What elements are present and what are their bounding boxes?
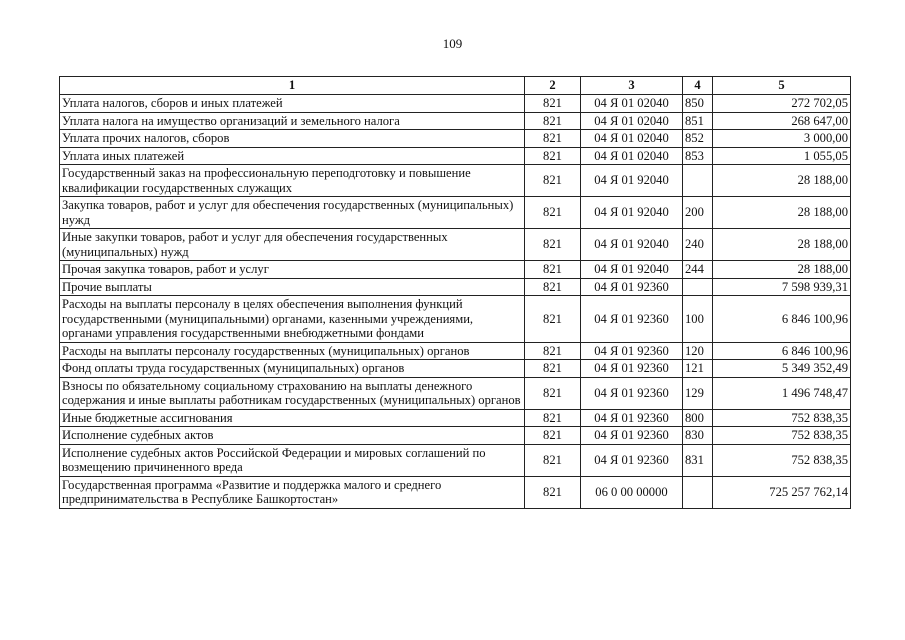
row-description: Уплата иных платежей xyxy=(60,147,525,165)
row-description: Взносы по обязательному социальному страхованию на выплаты денежного содержания и иные выплаты работникам государственных (муниципальных) органов xyxy=(60,377,525,409)
row-expense-type: 851 xyxy=(683,112,713,130)
row-description: Государственный заказ на профессиональную переподготовку и повышение квалификации государственных служащих xyxy=(60,165,525,197)
table-row xyxy=(60,444,851,476)
column-header: 4 xyxy=(683,77,713,95)
row-target-article: 04 Я 01 92360 xyxy=(581,377,683,409)
row-amount: 752 838,35 xyxy=(713,427,851,445)
row-target-article: 04 Я 01 02040 xyxy=(581,147,683,165)
table-row xyxy=(60,360,851,378)
row-admin-code: 821 xyxy=(525,95,581,113)
row-amount: 5 349 352,49 xyxy=(713,360,851,378)
row-expense-type xyxy=(683,165,713,197)
row-target-article: 04 Я 01 92360 xyxy=(581,409,683,427)
row-description: Уплата налогов, сборов и иных платежей xyxy=(60,95,525,113)
table-row xyxy=(60,112,851,130)
row-target-article: 04 Я 01 92040 xyxy=(581,197,683,229)
row-target-article: 04 Я 01 02040 xyxy=(581,95,683,113)
row-admin-code: 821 xyxy=(525,360,581,378)
row-description: Иные бюджетные ассигнования xyxy=(60,409,525,427)
row-description: Государственная программа «Развитие и поддержка малого и среднего предпринимательства в Республике Башкортостан» xyxy=(60,476,525,508)
row-amount: 752 838,35 xyxy=(713,444,851,476)
table-row xyxy=(60,296,851,343)
row-target-article: 04 Я 01 92040 xyxy=(581,165,683,197)
row-expense-type: 830 xyxy=(683,427,713,445)
row-admin-code: 821 xyxy=(525,197,581,229)
column-header: 1 xyxy=(60,77,525,95)
table-row xyxy=(60,278,851,296)
row-target-article: 04 Я 01 92360 xyxy=(581,427,683,445)
row-expense-type: 853 xyxy=(683,147,713,165)
row-admin-code: 821 xyxy=(525,229,581,261)
row-target-article: 04 Я 01 02040 xyxy=(581,112,683,130)
row-amount: 6 846 100,96 xyxy=(713,296,851,343)
table-row xyxy=(60,197,851,229)
row-expense-type: 852 xyxy=(683,130,713,148)
row-admin-code: 821 xyxy=(525,342,581,360)
row-amount: 1 055,05 xyxy=(713,147,851,165)
row-amount: 28 188,00 xyxy=(713,165,851,197)
table-row xyxy=(60,261,851,279)
row-description: Фонд оплаты труда государственных (муниципальных) органов xyxy=(60,360,525,378)
row-admin-code: 821 xyxy=(525,296,581,343)
row-target-article: 04 Я 01 92360 xyxy=(581,342,683,360)
table-row xyxy=(60,427,851,445)
row-target-article: 04 Я 01 92360 xyxy=(581,360,683,378)
row-target-article: 04 Я 01 92040 xyxy=(581,261,683,279)
row-description: Прочая закупка товаров, работ и услуг xyxy=(60,261,525,279)
row-admin-code: 821 xyxy=(525,112,581,130)
row-target-article: 06 0 00 00000 xyxy=(581,476,683,508)
row-amount: 268 647,00 xyxy=(713,112,851,130)
row-description: Расходы на выплаты персоналу государственных (муниципальных) органов xyxy=(60,342,525,360)
row-description: Исполнение судебных актов Российской Федерации и мировых соглашений по возмещению причиненного вреда xyxy=(60,444,525,476)
row-expense-type: 129 xyxy=(683,377,713,409)
row-expense-type: 831 xyxy=(683,444,713,476)
table-row xyxy=(60,165,851,197)
row-admin-code: 821 xyxy=(525,147,581,165)
row-expense-type: 120 xyxy=(683,342,713,360)
row-amount: 28 188,00 xyxy=(713,261,851,279)
column-header: 3 xyxy=(581,77,683,95)
row-admin-code: 821 xyxy=(525,377,581,409)
row-admin-code: 821 xyxy=(525,427,581,445)
row-amount: 6 846 100,96 xyxy=(713,342,851,360)
row-amount: 1 496 748,47 xyxy=(713,377,851,409)
row-admin-code: 821 xyxy=(525,444,581,476)
row-admin-code: 821 xyxy=(525,278,581,296)
row-target-article: 04 Я 01 92360 xyxy=(581,296,683,343)
row-expense-type: 244 xyxy=(683,261,713,279)
row-target-article: 04 Я 01 92360 xyxy=(581,278,683,296)
row-amount: 28 188,00 xyxy=(713,197,851,229)
row-admin-code: 821 xyxy=(525,261,581,279)
row-description: Исполнение судебных актов xyxy=(60,427,525,445)
row-description: Уплата налога на имущество организаций и земельного налога xyxy=(60,112,525,130)
table-body xyxy=(60,95,851,509)
row-expense-type: 121 xyxy=(683,360,713,378)
row-expense-type: 800 xyxy=(683,409,713,427)
row-admin-code: 821 xyxy=(525,165,581,197)
table-row xyxy=(60,130,851,148)
table-header-row xyxy=(60,77,851,95)
row-target-article: 04 Я 01 02040 xyxy=(581,130,683,148)
row-amount: 272 702,05 xyxy=(713,95,851,113)
row-description: Закупка товаров, работ и услуг для обеспечения государственных (муниципальных) нужд xyxy=(60,197,525,229)
row-amount: 7 598 939,31 xyxy=(713,278,851,296)
row-admin-code: 821 xyxy=(525,409,581,427)
table-row xyxy=(60,409,851,427)
row-amount: 752 838,35 xyxy=(713,409,851,427)
page-number: 109 xyxy=(442,36,463,51)
column-header: 2 xyxy=(525,77,581,95)
row-description: Иные закупки товаров, работ и услуг для обеспечения государственных (муниципальных) нужд xyxy=(60,229,525,261)
budget-table xyxy=(59,76,851,509)
row-amount: 3 000,00 xyxy=(713,130,851,148)
row-amount: 725 257 762,14 xyxy=(713,476,851,508)
row-target-article: 04 Я 01 92360 xyxy=(581,444,683,476)
row-expense-type xyxy=(683,476,713,508)
row-description: Расходы на выплаты персоналу в целях обеспечения выполнения функций государственными (муниципальными) органами, казенными учреждениями, органами управления государственными внебюджетными фондами xyxy=(60,296,525,343)
table-row xyxy=(60,342,851,360)
table-row xyxy=(60,476,851,508)
row-expense-type: 850 xyxy=(683,95,713,113)
row-expense-type: 200 xyxy=(683,197,713,229)
table-row xyxy=(60,147,851,165)
table-row xyxy=(60,95,851,113)
table-row xyxy=(60,229,851,261)
row-target-article: 04 Я 01 92040 xyxy=(581,229,683,261)
row-expense-type: 100 xyxy=(683,296,713,343)
row-description: Уплата прочих налогов, сборов xyxy=(60,130,525,148)
row-expense-type: 240 xyxy=(683,229,713,261)
row-admin-code: 821 xyxy=(525,476,581,508)
row-amount: 28 188,00 xyxy=(713,229,851,261)
row-expense-type xyxy=(683,278,713,296)
table-row xyxy=(60,377,851,409)
row-admin-code: 821 xyxy=(525,130,581,148)
column-header: 5 xyxy=(713,77,851,95)
row-description: Прочие выплаты xyxy=(60,278,525,296)
